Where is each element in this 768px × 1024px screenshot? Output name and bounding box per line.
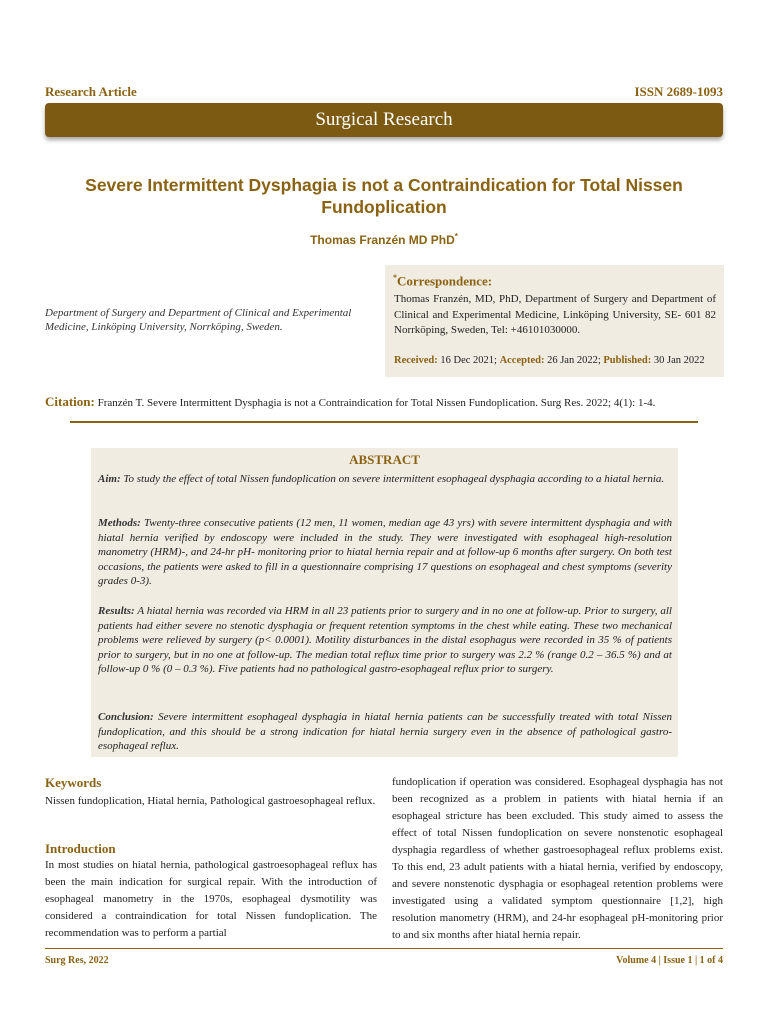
citation-text: Franzén T. Severe Intermittent Dysphagia is not a Contraindication for Total Nissen Fundoplication. Surg Res. 2022; 4(1): 1-4. [97,397,656,409]
keywords-heading: Keywords [45,775,102,790]
abstract-aim [98,472,672,487]
article-type-label: Research Article [45,84,137,99]
published-label: Published: [603,355,652,366]
keywords-text: Nissen fundoplication, Hiatal hernia, Pathological gastroesophageal reflux. [45,795,376,807]
results-label: Results: [98,605,135,617]
author-line [50,232,718,247]
received-label: Received: [394,355,438,366]
correspondence-heading: *Correspondence: [393,273,493,289]
publication-dates [394,355,724,366]
results-text: A hiatal hernia was recorded via HRM in all 23 patients prior to surgery and in no one at follow-up. Prior to surgery, all patients had either severe no stenotic dysphagia or frequent retention symptoms in the chest while eating. These two mechanical problems were relieved by surgery (p< 0.0001). Motility disturbances in the distal esophagus were recorded in 35 % of patients prior to surgery, but in no one at follow-up. The median total reflux time prior to surgery was 2.2 % (range 0.2 – 36.5 %) and at follow-up 0 % (0 – 0.3 %). Five patients had no pathological gastro-esophageal reflux prior to surgery. [98,605,672,675]
affiliation: Department of Surgery and Department of Clinical and Experimental Medicine, Linköping University, Norrköping, Sweden. [45,307,352,333]
issn-label: ISSN 2689-1093 [634,84,723,99]
introduction-text-left: In most studies on hiatal hernia, pathological gastroesophageal reflux has been the main indication for surgical repair. With the introduction of esophageal manometry in the 1970s, esophageal dysmotility was considered a contraindication for total Nissen fundoplication. The recommendation was to perform a partial [45,859,377,939]
correspondence-body: Thomas Franzén, MD, PhD, Department of Surgery and Department of Clinical and Experimental Medicine, Linköping University, SE- 601 82 Norrköping, Sweden, Tel: +46101030000. [394,293,716,336]
footer-journal: Surg Res, 2022 [45,955,109,966]
abstract-conclusion [98,710,672,754]
conclusion-text: Severe intermittent esophageal dysphagia in hiatal hernia patients can be successfully treated with total Nissen fundoplication, and this should be a strong indication for hiatal hernia surgery even in the absence of pathological gastro-esophageal reflux. [98,711,672,752]
abstract-heading: ABSTRACT [349,452,420,467]
accepted-label: Accepted: [499,355,545,366]
abstract-results [98,604,672,677]
abstract-methods [98,516,672,589]
abstract-box [91,448,678,757]
paper-title: Severe Intermittent Dysphagia is not a Contraindication for Total Nissen Fundoplication [85,175,683,217]
aim-text: To study the effect of total Nissen fundoplication on severe intermittent esophageal dysphagia according to a hiatal hernia. [123,473,665,485]
citation-label: Citation: [45,394,95,409]
conclusion-label: Conclusion: [98,711,154,723]
author-name: Thomas Franzén MD PhD [310,233,455,247]
author-mark: * [454,232,458,241]
methods-label: Methods: [98,517,141,529]
divider [70,421,698,423]
footer-pagination: Volume 4 | Issue 1 | 1 of 4 [616,955,723,966]
methods-text: Twenty-three consecutive patients (12 men, 11 women, median age 43 yrs) with severe intermittent dysphagia and with hiatal hernia verified by endoscopy were included in the study. They were investigated with esophageal high-resolution manometry (HRM)-, and 24-hr pH- monitoring prior to hiatal hernia repair and at follow-up 6 months after surgery. On both test occasions, the patients were asked to fill in a questionnaire comprising 17 questions on esophageal and chest symptoms (severity grades 0-3). [98,517,673,587]
correspondence-box [385,265,724,377]
published-date: 30 Jan 2022 [653,355,705,366]
introduction-text-right: fundoplication if operation was considered. Esophageal dysphagia has not been recognized as a problem in patients with hiatal hernia if an esophageal stricture has been excluded. This study aimed to assess the effect of total Nissen fundoplication on severe nonstenotic esophageal dysphagia regardless of whether gastroesophageal reflux problems exist. To this end, 23 adult patients with a hiatal hernia, verified by endoscopy, and severe nonstenotic dysphagia or esophageal retention problems were investigated using a validated symptom questionnaire [1,2], high resolution manometry (HRM), and 24-hr esophageal pH-monitoring prior to and six months after hiatal hernia repair. [392,776,723,941]
introduction-heading: Introduction [45,841,116,856]
received-date: 16 Dec 2021; [440,355,497,366]
citation [45,394,735,410]
correspondence-mark: * [393,273,397,282]
journal-title: Surgical Research [315,109,453,130]
journal-banner [45,103,723,137]
footer-divider [45,948,723,949]
accepted-date: 26 Jan 2022; [547,355,601,366]
aim-label: Aim: [98,473,121,485]
